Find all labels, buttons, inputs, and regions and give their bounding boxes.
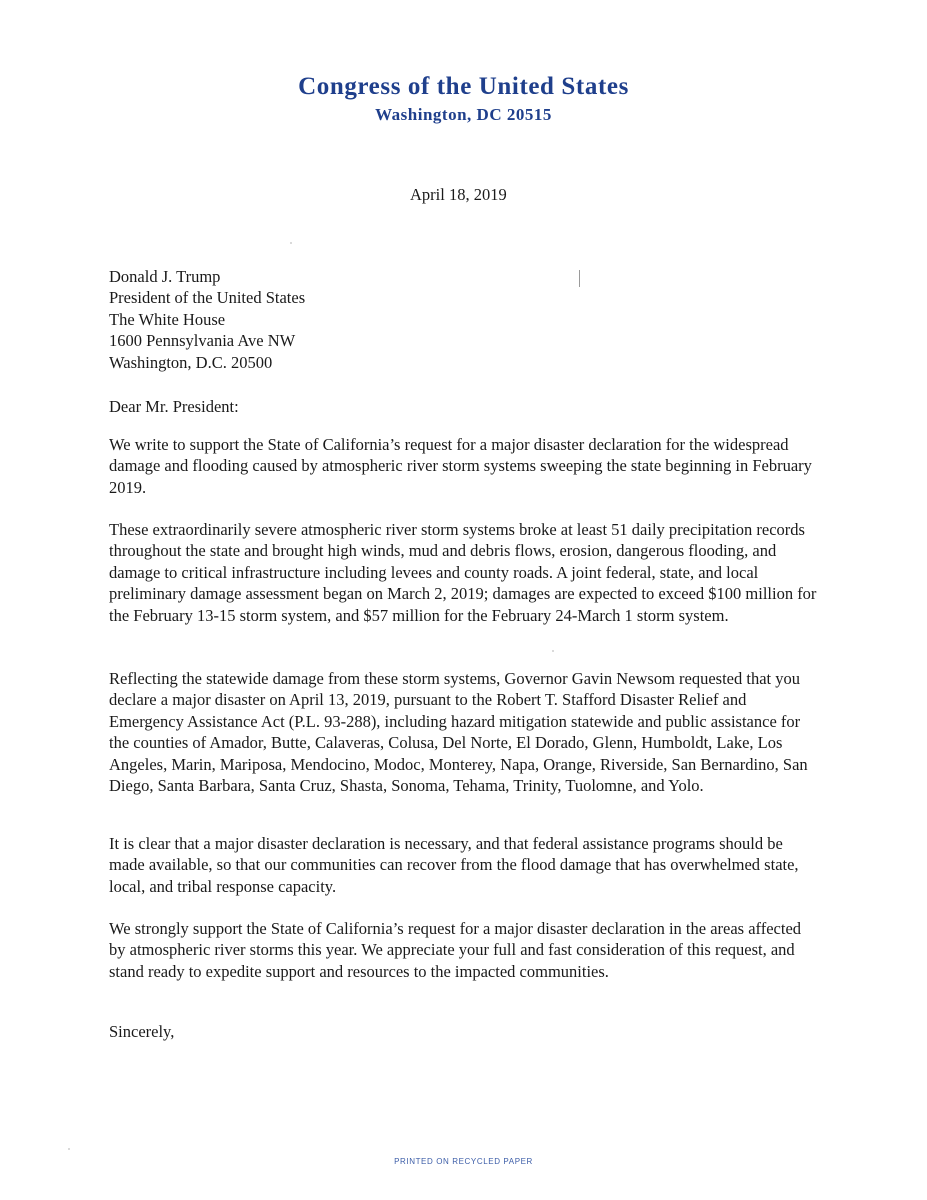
- addressee-city: Washington, D.C. 20500: [109, 352, 273, 372]
- paragraph-text: Reflecting the statewide damage from these storm systems, Governor Gavin Newsom requested that you declare a major disaster on April 13, 2019, pursuant to the Robert T. Stafford Disaster Relief and Emergency Assistance Act (P.L. 93-288), including hazard mitigation statewide and public assistance for the counties of Amador, Butte, Calaveras, Colusa, Del Norte, El Dorado, Glenn, Humboldt, Lake, Los Angeles, Marin, Mariposa, Mendocino, Modoc, Monterey, Napa, Orange, Riverside, San Bernardino, San Diego, Santa Barbara, Santa Cruz, Shasta, Sonoma, Tehama, Trinity, Tuolomne, and Yolo.: [109, 669, 808, 796]
- body-paragraph: [109, 668, 821, 796]
- body-paragraph: [109, 519, 821, 626]
- addressee-street: 1600 Pennsylvania Ave NW: [109, 331, 296, 351]
- letterhead-title: Congress of the United States: [298, 73, 629, 100]
- addressee-block: [109, 266, 305, 373]
- paragraph-text: These extraordinarily severe atmospheric river storm systems broke at least 51 daily precipitation records throughout the state and brought high winds, mud and debris flows, erosion, dangerous flooding, and damage to critical infrastructure including levees and county roads. A joint federal, state, and local preliminary damage assessment began on March 2, 2019; damages are expected to exceed $100 million for the February 13-15 storm system, and $57 million for the February 24-March 1 storm system.: [109, 520, 817, 625]
- salutation-text: Dear Mr. President:: [109, 397, 239, 416]
- letter-date: April 18, 2019: [410, 185, 507, 204]
- addressee-name: Donald J. Trump: [109, 267, 221, 286]
- body-paragraph: [109, 434, 821, 498]
- closing-text: Sincerely,: [109, 1022, 175, 1041]
- addressee-title: President of the United States: [109, 288, 306, 308]
- letterhead-address: Washington, DC 20515: [375, 105, 552, 124]
- body-paragraph: [109, 918, 821, 982]
- paragraph-text: It is clear that a major disaster declaration is necessary, and that federal assistance programs should be made available, so that our communities can recover from the flood damage that has overwhelmed state, local, and tribal response capacity.: [109, 834, 799, 896]
- paragraph-text: We write to support the State of California’s request for a major disaster declaration for the widespread damage and flooding caused by atmospheric river storm systems sweeping the state beginning in February 2019.: [109, 435, 812, 497]
- salutation: [109, 396, 821, 417]
- addressee-organization: The White House: [109, 309, 226, 329]
- scan-speck: [290, 242, 292, 244]
- letterhead: [0, 72, 927, 126]
- paragraph-text: We strongly support the State of California’s request for a major disaster declaration in the areas affected by atmospheric river storms this year. We appreciate your full and fast consideration of this request, and stand ready to expedite support and resources to the impacted communities.: [109, 919, 802, 981]
- scan-mark: [579, 270, 580, 287]
- recycled-paper-footer: PRINTED ON RECYCLED PAPER: [394, 1157, 533, 1166]
- body-paragraph: [109, 833, 821, 897]
- scan-speck: [68, 1148, 70, 1150]
- closing: [109, 1021, 821, 1042]
- scan-speck: [552, 650, 554, 652]
